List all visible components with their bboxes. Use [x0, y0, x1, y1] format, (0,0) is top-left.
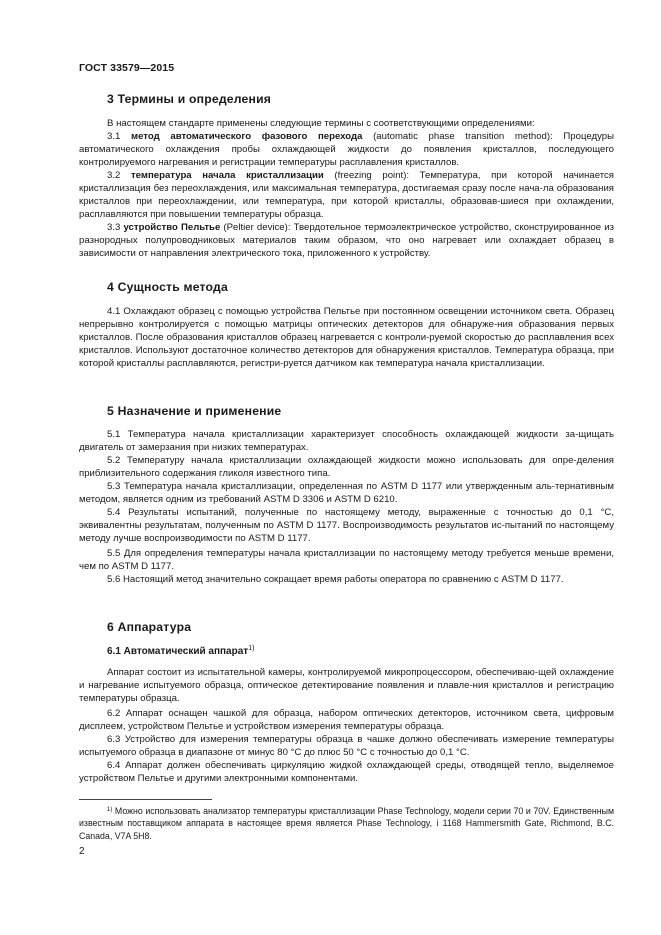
term-3-1-number: 3.1 — [107, 131, 131, 142]
subsection-6-1-heading — [107, 645, 254, 657]
paragraph-5-5: 5.5 Для определения температуры начала кристаллизации по настоящему методу требуется меньше времени, чем по ASTM D 1177. — [79, 548, 614, 572]
term-3-2-definition: (freezing point): Температура, при которой начинается кристаллизация без переохлаждения, или максимальная температура, достигаемая сразу после нача-ла образования кристаллов при переохлаждении, или температура, при которой кристаллы, образовав-шиеся при охлаждении, расплавляются при повышении температуры образца. — [79, 170, 614, 220]
footnote — [79, 804, 614, 842]
paragraph-6-4: 6.4 Аппарат должен обеспечивать циркуляцию жидкой охлаждающей среды, отводящей тепло, выделяемое устройством Пельтье и другими электронными компонентами. — [79, 760, 614, 784]
paragraph-5-2: 5.2 Температуру начала кристаллизации охлаждающей жидкости можно использовать для опре-деления приблизительного содержания гликоля известного типа. — [79, 455, 614, 479]
term-3-1-definition: (automatic phase transition method): Процедуры автоматического охлаждения пробы охлаждающей жидкости до появления кристаллов, последующего контролируемого нагревания и регистрации температуры расплавления кристаллов. — [79, 131, 614, 168]
paragraph-5-6: 5.6 Настоящий метод значительно сокращает время работы оператора по сравнению с ASTM D 1177. — [107, 574, 564, 585]
page-number: 2 — [79, 846, 85, 857]
section-4-heading: 4 Сущность метода — [107, 280, 228, 294]
paragraph-6-2: 6.2 Аппарат оснащен чашкой для образца, набором оптических детекторов, источником света, цифровым дисплеем, устройством Пельтье и устройством измерения температуры образца. — [79, 708, 614, 732]
section-6-heading: 6 Аппаратура — [107, 620, 192, 634]
term-3-2 — [79, 170, 614, 222]
term-3-3 — [79, 222, 614, 261]
section-3-heading: 3 Термины и определения — [107, 92, 272, 106]
term-3-3-name: устройство Пельтье — [123, 222, 221, 233]
term-3-3-definition: (Peltier device): Твердотельное термоэлектрическое устройство, сконструированное из разнородных полупроводниковых материалов таким образом, что оно нагревает или охлаждает образец в зависимости от направления электрического тока, приложенного к устройству. — [79, 222, 614, 259]
term-3-3-number: 3.3 — [107, 222, 124, 233]
footnote-divider — [79, 799, 212, 800]
paragraph-5-1: 5.1 Температура начала кристаллизации характеризует способность охлаждающей жидкости за-щищать двигатель от замерзания при низких температурах. — [79, 429, 614, 453]
paragraph-6-3: 6.3 Устройство для измерения температуры образца в чашке должно обеспечивать измерение температуры испытуемого образца в диапазоне от минус 80 °C до плюс 50 °C с точностью до 0,1 °C. — [79, 734, 614, 758]
term-3-1 — [79, 131, 614, 170]
footnote-mark: 1) — [107, 807, 113, 813]
section-3-intro: В настоящем стандарте применены следующие термины с соответствующими определениями: — [107, 118, 535, 129]
subsection-6-1-title: 6.1 Автоматический аппарат — [107, 646, 249, 657]
term-3-2-number: 3.2 — [107, 170, 131, 181]
paragraph-5-4: 5.4 Результаты испытаний, полученные по настоящему методу, выраженные с точностью до 0,1 °C, эквивалентны результатам, полученным по ASTM D 1177. Воспроизводимость результатов ис-пытаний по настоящему методу лучше воспроизводимости по ASTM D 1177. — [79, 507, 614, 544]
standard-header: ГОСТ 33579—2015 — [79, 62, 175, 74]
paragraph-4-1: 4.1 Охлаждают образец с помощью устройства Пельтье при постоянном освещении источником света. Образец непрерывно контролируется с помощью матрицы оптических детекторов для обнаруже-ния образования первых кристаллов. После образования кристаллов образец нагревается с контроли-руемой скоростью до расплавления всех кристаллов. Используют достаточное количество детекторов для обнаружения кристаллов. Температура образца, при которой кристаллы расплавляются, регистри-руется датчиком как температура начала кристаллизации. — [79, 306, 614, 369]
section-5-heading: 5 Назначение и применение — [107, 404, 282, 418]
term-3-1-name: метод автоматического фазового перехода — [131, 131, 363, 142]
paragraph-5-3: 5.3 Температура начала кристаллизации, определенная по ASTM D 1177 или утвержденным аль-тернативным методом, является одним из требований ASTM D 3306 и ASTM D 6210. — [79, 481, 614, 505]
footnote-reference: 1) — [248, 645, 255, 652]
term-3-2-name: температура начала кристаллизации — [130, 170, 324, 181]
paragraph-6-1: Аппарат состоит из испытательной камеры, контролируемой микропроцессором, обеспечиваю-щей охлаждение и нагревание испытуемого образца, оптическое детектирование появления и плавле-ния кристаллов и регистрацию температуры образца. — [79, 667, 614, 704]
footnote-text: Можно использовать анализатор температуры кристаллизации Phase Technology, модели серии 70 и 70V. Единственным известным поставщиком аппарата в настоящее время является Phase Technology, i 1168 Hammersmith Gate, Richmond, B.C. Canada, V7A 5H8. — [79, 806, 614, 841]
